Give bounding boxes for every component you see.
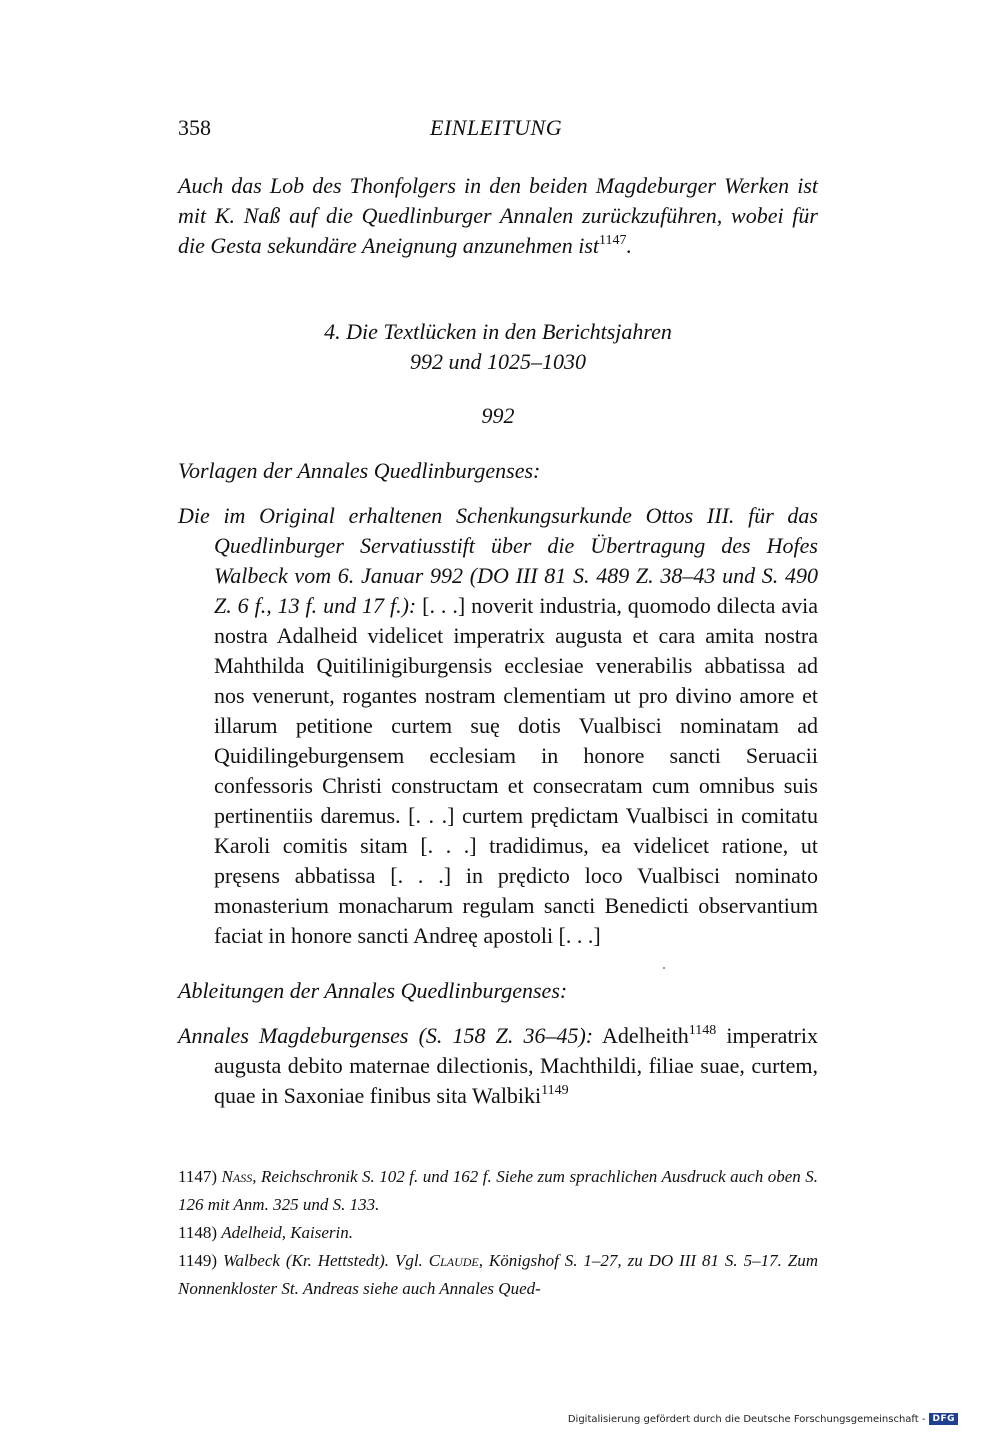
intro-text: Auch das Lob des Thonfolgers in den beiden Magdeburger Werken ist mit K. Naß auf die Quedlinburger Annalen zurückzuführen, wobei für die Gesta sekundäre Aneignung anzunehmen ist [178,173,818,258]
derivation-name: Adelheith [601,1023,689,1048]
intro-paragraph [178,171,818,261]
digitization-notice [568,1413,958,1425]
footnote-1148 [178,1219,818,1247]
section-heading [178,317,818,377]
footnote-number: 1149) [178,1251,218,1270]
footnote-text-continued: , Königshof S. 1–27, zu DO III 81 S. 5–17. Zum Nonnenkloster St. Andreas siehe auch Annales Qued- [178,1251,818,1298]
footnote-ref-1147[interactable]: 1147 [599,233,627,248]
footnote-author: Nass [221,1167,253,1186]
digitization-notice-text: Digitalisierung gefördert durch die Deutsche Forschungsgemeinschaft - [567,1413,926,1425]
footnote-1149 [178,1247,818,1303]
footnote-number: 1148) [178,1223,218,1242]
section-heading-line2: 992 und 1025–1030 [410,349,586,374]
footnote-number: 1147) [178,1167,218,1186]
footnote-text: , Reichschronik S. 102 f. und 162 f. Siehe zum sprachlichen Ausdruck auch oben S. 126 mit Anm. 325 und S. 133. [178,1167,818,1214]
footnotes [178,1163,818,1303]
year-heading: 992 [481,403,515,428]
derivation-entry-text: imperatrix augusta debito maternae dilectionis, Machthildi, filiae suae, curtem, quae in Saxoniae finibus sita Walbiki [214,1023,818,1108]
intro-end: . [626,233,632,258]
footnote-1147 [178,1163,818,1219]
page-number: 358 [178,115,211,140]
footnote-author: Claude [428,1251,479,1270]
footnote-text: Adelheid, Kaiserin. [221,1223,354,1242]
scan-speck [663,967,665,969]
source-entry-text: [. . .] noverit industria, quomodo dilecta avia nostra Adalheid videlicet imperatrix augusta et cara amita nostra Mahthilda Quitilinigiburgensis ecclesiae venerabilis abbatissa ad nos venerunt, rogantes nostram clementiam ut pro divino amore et illarum petitione curtem suę dotis Vualbisci nominatam ad Quidilingeburgensem ecclesiam in honore sancti Seruacii confessoris Christi constructam et consecratam cum omnibus suis pertinentiis daremus. [. . .] curtem prędictam Vualbisci in comitatu Karoli comitis sitam [. . .] tradidimus, ea videlicet ratione, ut pręsens abbatissa [. . .] in prędicto loco Vualbisci nominato monasterium monacharum regulam sancti Benedicti observantium faciat in honore sancti Andreę apostoli [. . .] [214,593,819,948]
derivations-subheading: Ableitungen der Annales Quedlinburgenses: [178,978,568,1003]
sources-subheading: Vorlagen der Annales Quedlinburgenses: [178,458,541,483]
derivation-entry-citation: Annales Magdeburgenses (S. 158 Z. 36–45): [178,1023,594,1048]
footnote-ref-1149[interactable]: 1149 [541,1083,569,1098]
source-entry-citation: Die im Original erhaltenen Schenkungsurkunde Ottos III. für das Quedlinburger Servatiusstift über die Übertragung des Hofes Walbeck vom 6. Januar 992 (DO III 81 S. 489 Z. 38–43 und S. 490 Z. 6 f., 13 f. und 17 f.): [178,503,818,618]
dfg-logo-icon: DFG [929,1413,958,1425]
source-entry [178,501,818,951]
running-title: EINLEITUNG [430,115,563,140]
footnote-ref-1148[interactable]: 1148 [688,1023,717,1038]
derivation-entry [178,1021,818,1111]
section-heading-line1: 4. Die Textlücken in den Berichtsjahren [324,319,672,344]
footnote-text: Walbeck (Kr. Hettstedt). Vgl. [222,1251,423,1270]
